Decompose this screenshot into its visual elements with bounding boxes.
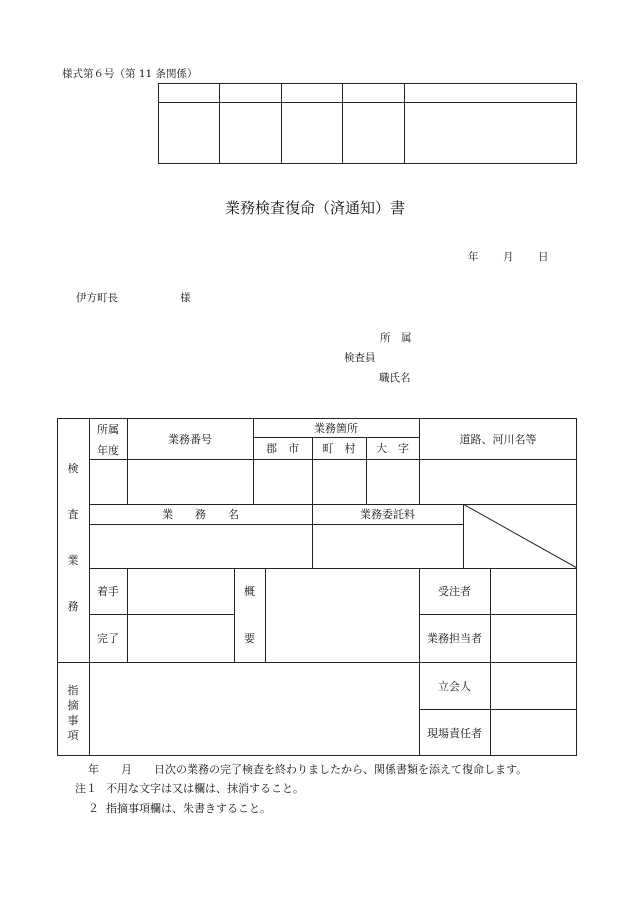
diagonal-strike bbox=[463, 504, 577, 568]
header-affiliation: 所属 bbox=[97, 422, 119, 436]
name-label: 職氏名 bbox=[379, 372, 411, 384]
label-overview-1: 概 bbox=[244, 585, 255, 598]
addressee: 伊方町長 bbox=[76, 292, 118, 304]
label-site-manager: 現場責任者 bbox=[427, 726, 482, 740]
header-business-number: 業務番号 bbox=[168, 432, 212, 446]
header-business-name: 業 務 名 bbox=[162, 508, 239, 521]
section-char-gyo: 業 bbox=[67, 554, 79, 567]
header-machi-mura: 町 村 bbox=[322, 442, 356, 455]
page-title: 業務検査復命（済通知）書 bbox=[224, 199, 405, 217]
note-2-text: 指摘事項欄は、朱書きすること。 bbox=[106, 802, 271, 815]
honorific: 様 bbox=[180, 292, 191, 304]
note-2-number: ２ bbox=[88, 802, 99, 815]
note-1-text: 不用な文字は又は欄は、抹消すること。 bbox=[106, 782, 304, 795]
date-year: 年 bbox=[468, 251, 479, 263]
remarks-label bbox=[66, 684, 80, 743]
section-char-ken: 検 bbox=[67, 462, 79, 475]
note-1-number: 注１ bbox=[75, 782, 97, 795]
inspector-label: 検査員 bbox=[344, 352, 376, 364]
label-completion: 完了 bbox=[97, 632, 119, 645]
completion-statement: 年 月 日次の業務の完了検査を終わりましたから、関係書類を添えて復命します。 bbox=[88, 763, 528, 776]
remarks-char-3: 事 bbox=[67, 713, 79, 727]
date-day: 日 bbox=[538, 251, 549, 263]
label-overview-2: 要 bbox=[244, 632, 255, 645]
remarks-char-4: 項 bbox=[67, 728, 79, 742]
header-road-river: 道路、河川名等 bbox=[459, 432, 537, 446]
header-commission-fee: 業務委託料 bbox=[360, 508, 415, 521]
header-gun-shi: 郡 市 bbox=[266, 442, 299, 455]
label-witness: 立会人 bbox=[438, 679, 471, 693]
header-ooaza: 大 字 bbox=[376, 442, 409, 455]
affiliation-label: 所 属 bbox=[380, 332, 412, 344]
date-month: 月 bbox=[503, 251, 514, 263]
section-char-sa: 査 bbox=[67, 508, 79, 521]
label-person-in-charge: 業務担当者 bbox=[427, 632, 482, 645]
section-char-mu: 務 bbox=[67, 600, 79, 613]
form-number: 様式第６号（第 11 条関係） bbox=[62, 68, 198, 80]
remarks-char-1: 指 bbox=[67, 684, 79, 697]
label-contractor: 受注者 bbox=[438, 585, 471, 598]
remarks-char-2: 摘 bbox=[67, 698, 79, 712]
header-location: 業務箇所 bbox=[314, 421, 358, 435]
label-start: 着手 bbox=[97, 585, 119, 598]
header-year: 年度 bbox=[97, 443, 119, 457]
